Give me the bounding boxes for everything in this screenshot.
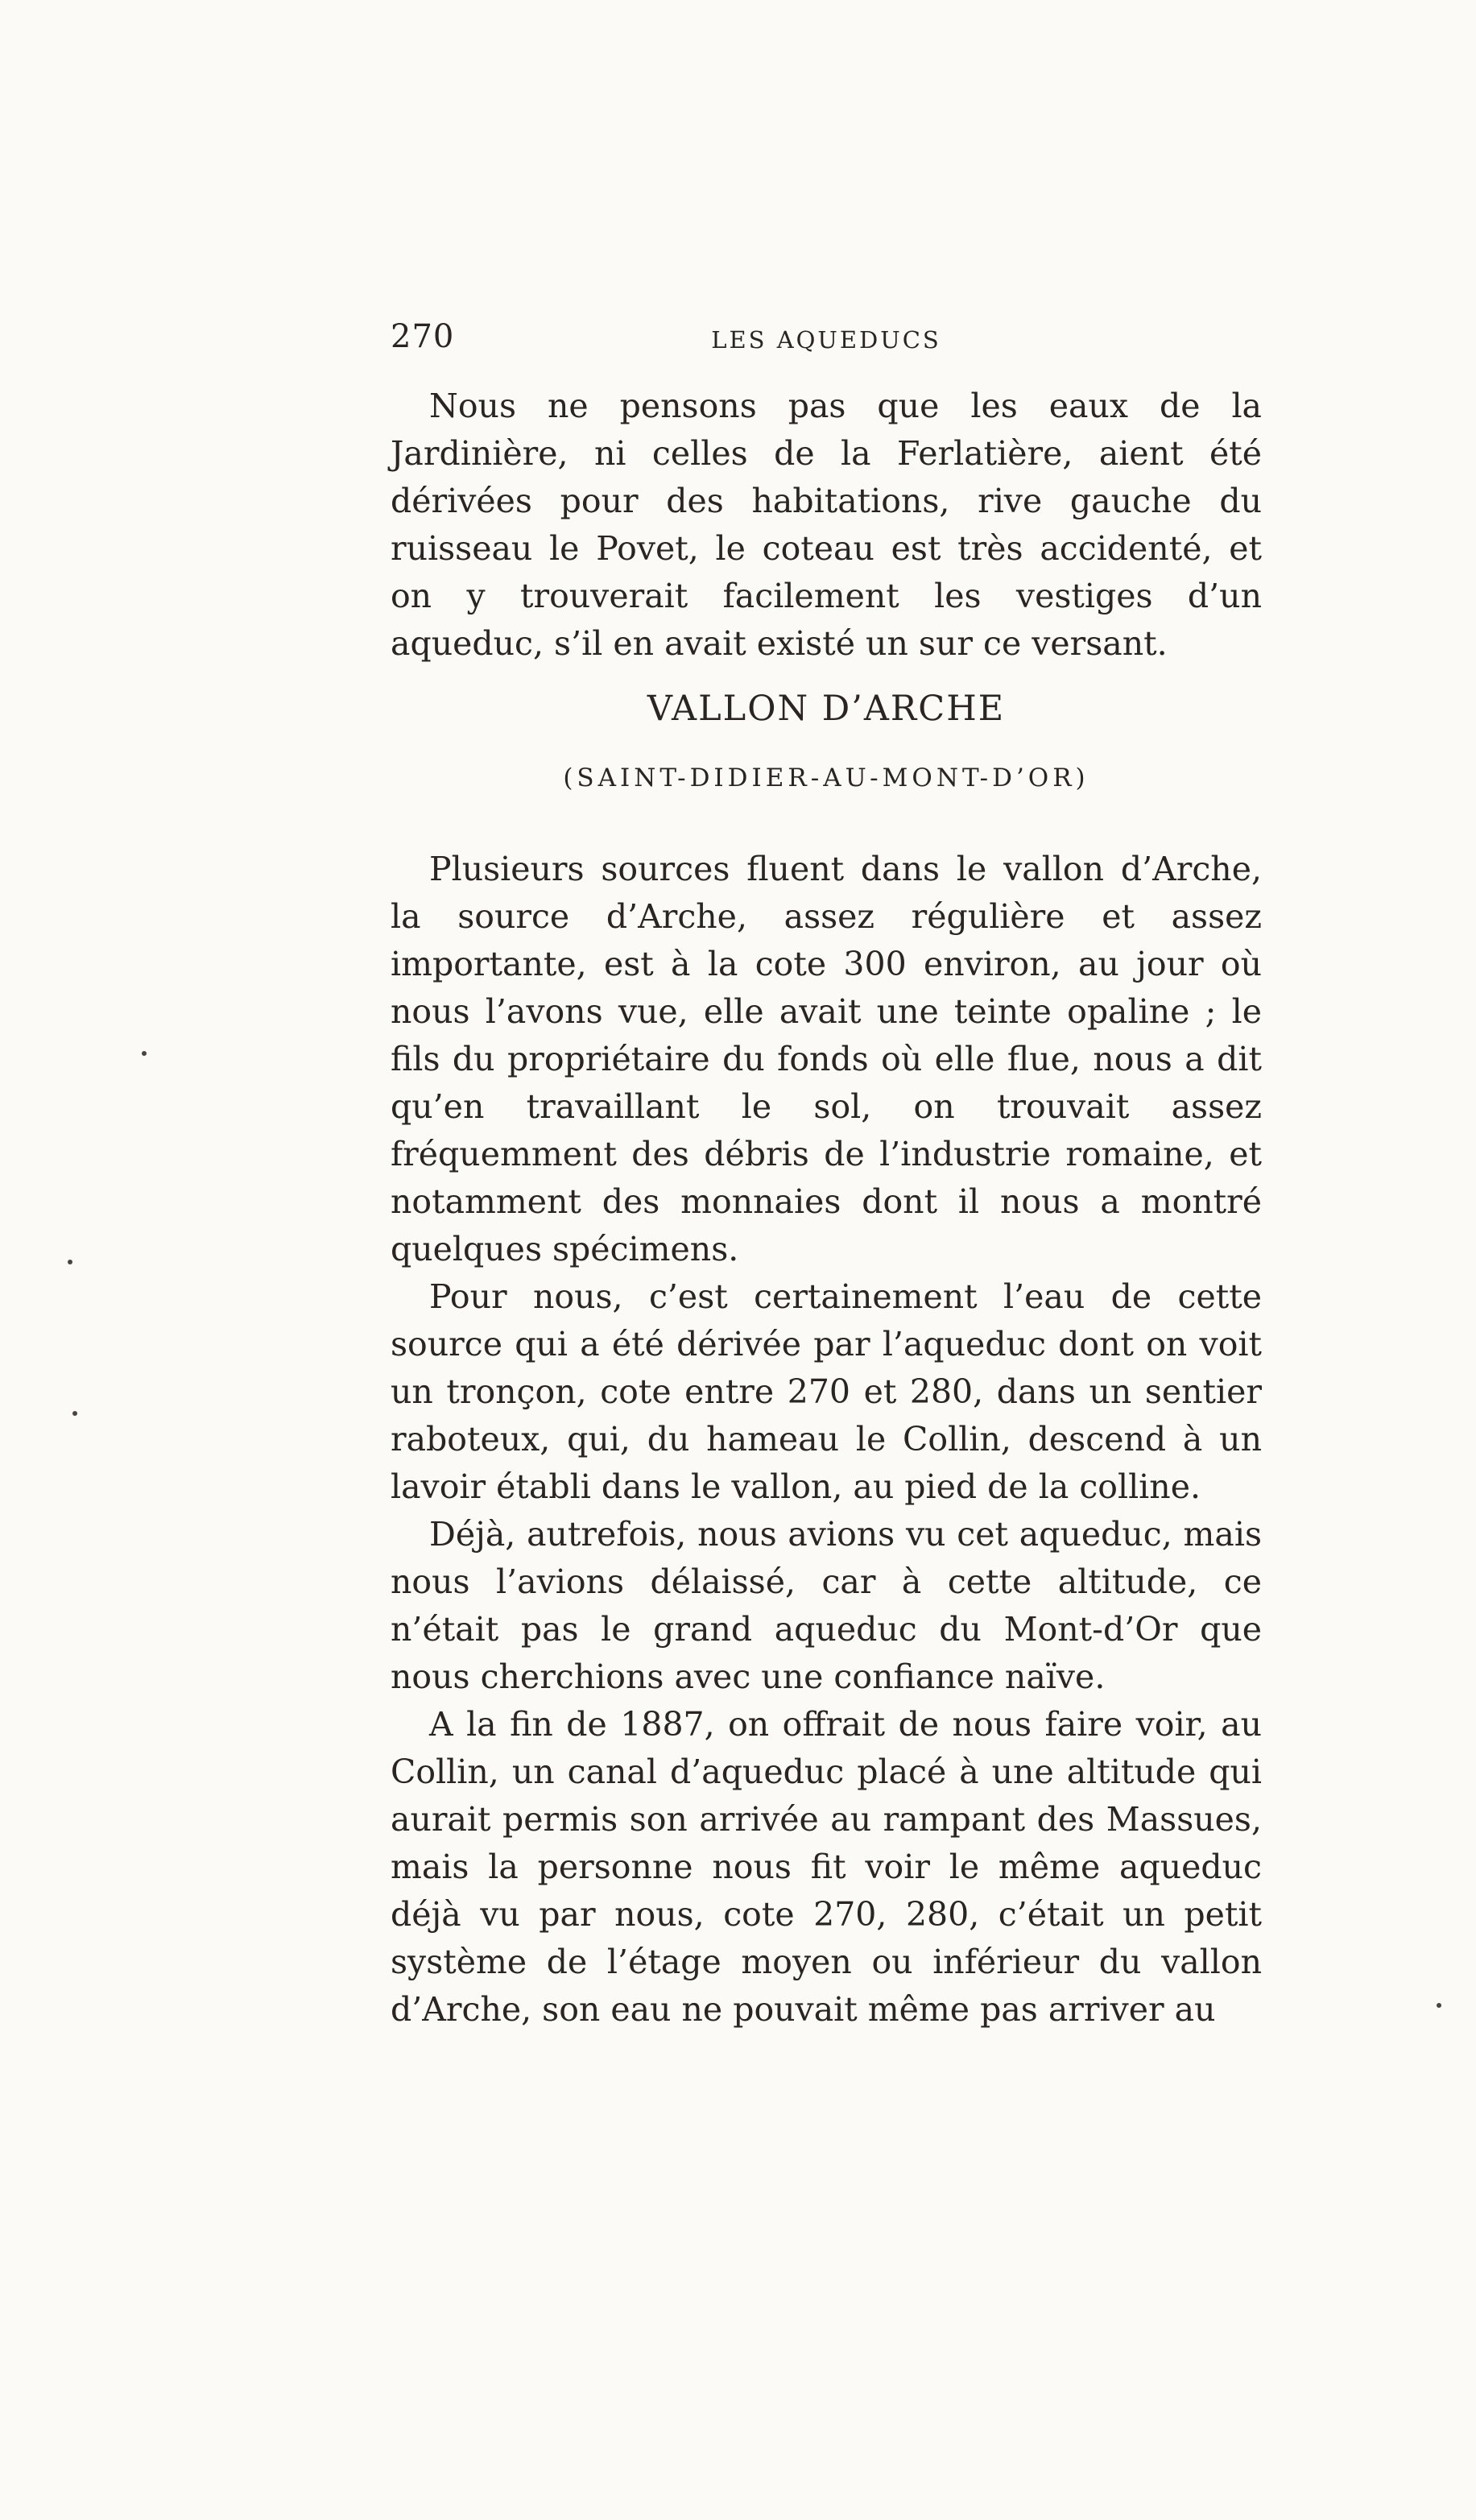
body-paragraph: A la fin de 1887, on offrait de nous faire voir, au Collin, un canal d’aqueduc placé à une altitude qui aurait permis son arrivée au rampant des Massues, mais la personne nous fit voir le même aqueduc déjà vu par nous, cote 270, 280, c’était un petit système de l’étage moyen ou inférieur du vallon d’Arche, son eau ne pouvait même pas arriver au bbox=[391, 1705, 1262, 2029]
intro-paragraph: Nous ne pensons pas que les eaux de la Jardinière, ni celles de la Ferlatière, aient été dérivées pour des habitations, rive gauche du ruisseau le Povet, le coteau est très accidenté, et on y trouverait facilement les vestiges d’un aqueduc, s’il en avait existé un sur ce versant. bbox=[391, 387, 1262, 663]
body-paragraph: Déjà, autrefois, nous avions vu cet aqueduc, mais nous l’avions délaissé, car à cette altitude, ce n’était pas le grand aqueduc du Mont-d’Or que nous cherchions avec une confiance naïve. bbox=[391, 1515, 1262, 1696]
running-head bbox=[391, 318, 1262, 366]
scan-speck bbox=[72, 1411, 77, 1416]
section-body bbox=[391, 846, 1262, 2034]
intro-text bbox=[391, 383, 1262, 668]
section-title: VALLON D’ARCHE bbox=[647, 689, 1006, 729]
page-number: 270 bbox=[391, 318, 455, 355]
running-title: LES AQUEDUCS bbox=[711, 326, 941, 354]
scan-speck bbox=[142, 1051, 147, 1056]
body-paragraph: Plusieurs sources fluent dans le vallon d’Arche, la source d’Arche, assez régulière et assez importante, est à la cote 300 environ, au jour où nous l’avons vue, elle avait une teinte opaline ; le fils du propriétaire du fonds où elle flue, nous a dit qu’en travaillant le sol, on trouvait assez fréquemment des débris de l’industrie romaine, et notamment des monnaies dont il nous a montré quelques spécimens. bbox=[391, 850, 1262, 1268]
body-paragraph: Pour nous, c’est certainement l’eau de cette source qui a été dérivée par l’aqueduc dont on voit un tronçon, cote entre 270 et 280, dans un sentier raboteux, qui, du hameau le Collin, descend à un lavoir établi dans le vallon, au pied de la colline. bbox=[391, 1277, 1262, 1506]
scan-speck bbox=[1437, 2003, 1441, 2008]
scan-speck bbox=[68, 1260, 72, 1264]
section-subtitle: (SAINT-DIDIER-AU-MONT-D’OR) bbox=[563, 763, 1089, 792]
